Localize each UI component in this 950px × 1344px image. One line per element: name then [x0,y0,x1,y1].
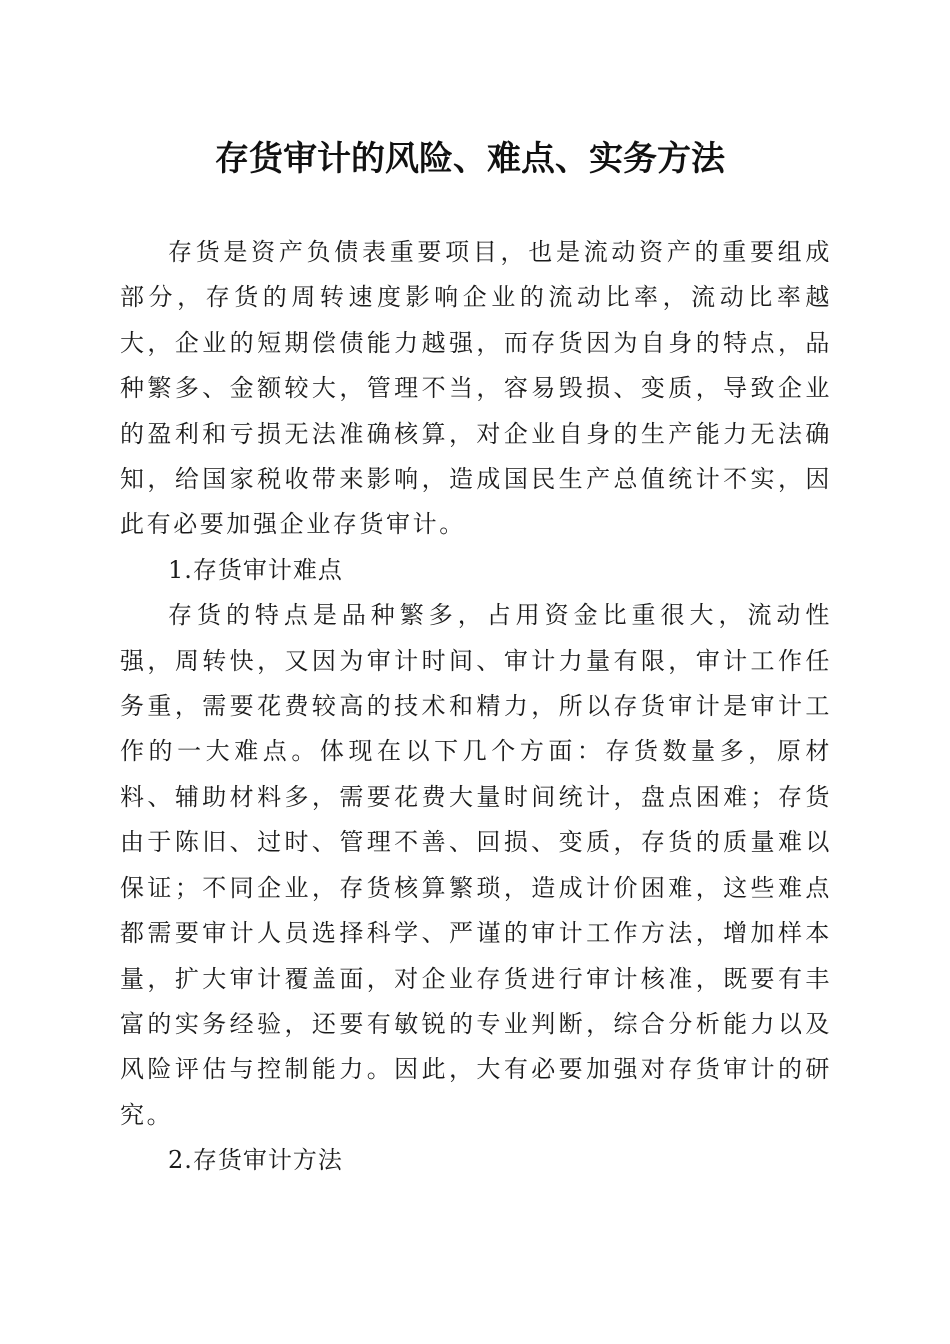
intro-paragraph: 存货是资产负债表重要项目，也是流动资产的重要组成部分，存货的周转速度影响企业的流动比率，流动比率越大，企业的短期偿债能力越强，而存货因为自身的特点，品种繁多、金额较大，管理不当，容易毁损、变质，导致企业的盈利和亏损无法准确核算，对企业自身的生产能力无法确知，给国家税收带来影响，造成国民生产总值统计不实，因此有必要加强企业存货审计。 [120,238,832,539]
section-heading-difficulties: 1.存货审计难点 [168,555,343,584]
document-title: 存货审计的风险、难点、实务方法 [215,139,725,179]
section-heading-methods: 2.存货审计方法 [168,1146,343,1175]
difficulties-paragraph: 存货的特点是品种繁多，占用资金比重很大，流动性强，周转快，又因为审计时间、审计力量有限，审计工作任务重，需要花费较高的技术和精力，所以存货审计是审计工作的一大难点。体现在以下几个方面：存货数量多，原材料、辅助材料多，需要花费大量时间统计，盘点困难；存货由于陈旧、过时、管理不善、回损、变质，存货的质量难以保证；不同企业，存货核算繁琐，造成计价困难，这些难点都需要审计人员选择科学、严谨的审计工作方法，增加样本量，扩大审计覆盖面，对企业存货进行审计核准，既要有丰富的实务经验，还要有敏锐的专业判断，综合分析能力以及风险评估与控制能力。因此，大有必要加强对存货审计的研究。 [120,601,832,1129]
document-body [120,230,832,1184]
